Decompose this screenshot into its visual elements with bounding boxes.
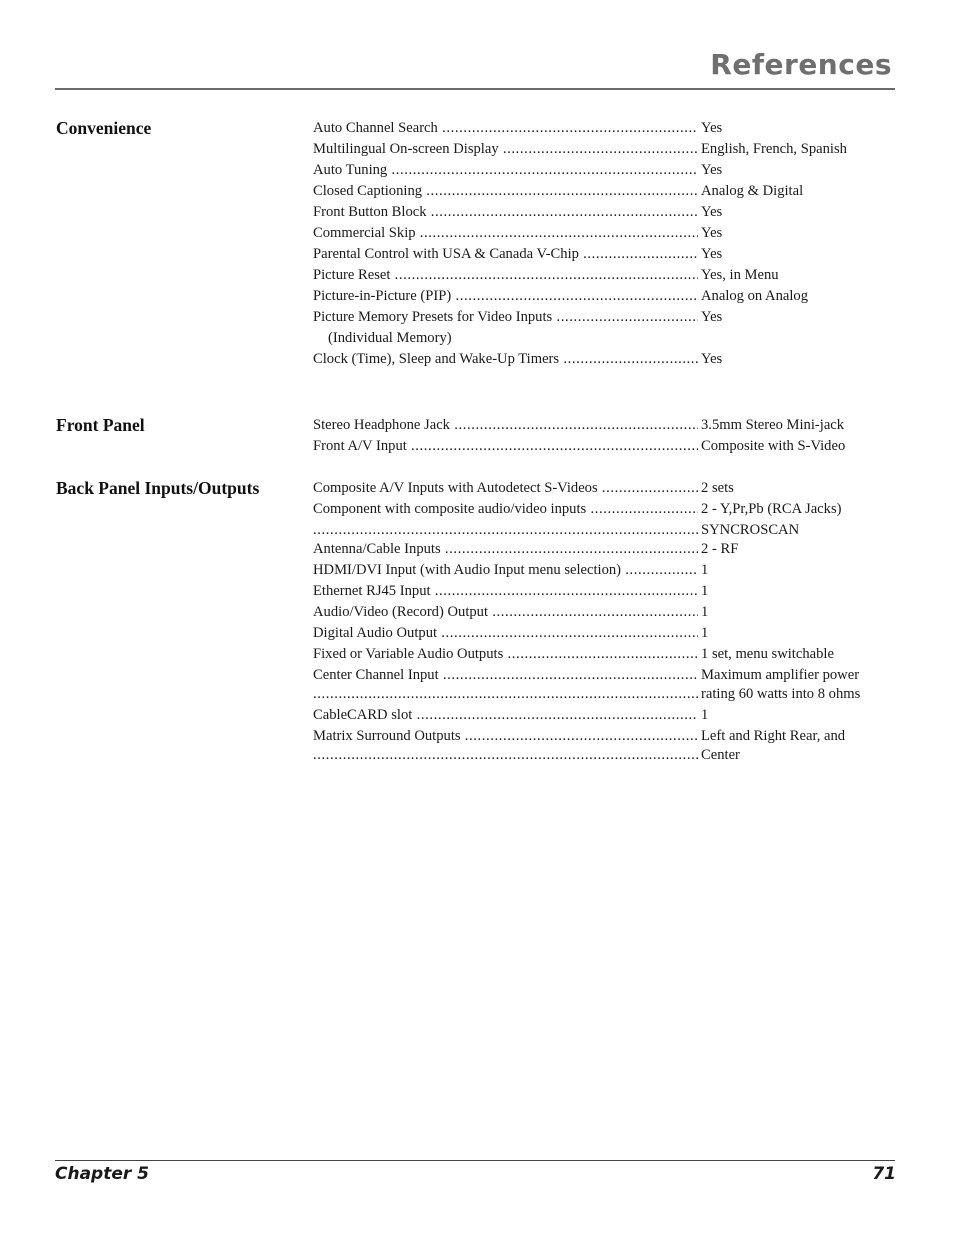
- spec-label: Closed Captioning .....: [313, 181, 698, 202]
- spec-row: [313, 705, 913, 726]
- spec-label: Ethernet RJ45 Input .....: [313, 581, 698, 602]
- spec-row: [313, 202, 913, 223]
- spec-row: [313, 415, 913, 436]
- spec-label: Stereo Headphone Jack .....: [313, 415, 698, 436]
- spec-value: 1: [701, 604, 709, 620]
- spec-label: Audio/Video (Record) Output .....: [313, 602, 698, 623]
- spec-row: [313, 118, 913, 139]
- spec-row: [313, 265, 913, 286]
- spec-value: SYNCROSCAN: [701, 522, 800, 538]
- spec-value: 2 - Y,Pr,Pb (RCA Jacks): [701, 501, 842, 517]
- spec-row: [313, 286, 913, 307]
- spec-value: English, French, Spanish: [701, 141, 847, 157]
- page-number: 71: [872, 1164, 896, 1184]
- spec-label: CableCARD slot .....: [313, 705, 698, 726]
- spec-label: Front Button Block .....: [313, 202, 698, 223]
- spec-label: Picture Reset .....: [313, 265, 698, 286]
- section-heading-front-panel: Front Panel: [56, 415, 145, 435]
- spec-value: Yes: [701, 225, 723, 241]
- page-title: References: [710, 48, 892, 81]
- spec-value: 1: [701, 562, 709, 578]
- spec-value: rating 60 watts into 8 ohms: [701, 686, 861, 702]
- spec-value: Yes: [701, 309, 723, 325]
- spec-row: [313, 560, 913, 581]
- spec-label: Digital Audio Output .....: [313, 623, 698, 644]
- footer-chapter: Chapter 5: [55, 1164, 150, 1184]
- spec-label: Antenna/Cable Inputs .....: [313, 539, 698, 560]
- spec-row: [313, 539, 913, 560]
- spec-value: Maximum amplifier power: [701, 667, 860, 683]
- spec-label: Matrix Surround Outputs .....: [313, 726, 698, 747]
- spec-row: [313, 478, 913, 499]
- spec-value: 1: [701, 583, 709, 599]
- spec-label: Composite A/V Inputs with Autodetect S-Videos .....: [313, 478, 698, 499]
- spec-value: Yes: [701, 204, 723, 220]
- spec-row: [313, 307, 913, 349]
- spec-value: 1 set, menu switchable: [701, 646, 834, 662]
- section-heading-convenience: Convenience: [56, 118, 152, 138]
- spec-value: Yes: [701, 351, 723, 367]
- spec-value: Composite with S-Video: [701, 438, 846, 454]
- spec-row: [313, 223, 913, 244]
- spec-label: Front A/V Input .....: [313, 436, 698, 457]
- spec-row: [313, 665, 913, 684]
- spec-value: Yes: [701, 120, 723, 136]
- spec-value: Center: [701, 747, 740, 763]
- spec-row: [313, 181, 913, 202]
- spec-row: [313, 139, 913, 160]
- spec-value: 2 - RF: [701, 541, 739, 557]
- spec-label: Center Channel Input .....: [313, 665, 698, 686]
- spec-row: [313, 499, 913, 520]
- spec-row: [313, 644, 913, 665]
- spec-label: Picture Memory Presets for Video Inputs .....: [313, 307, 698, 328]
- spec-label: Clock (Time), Sleep and Wake-Up Timers .....: [313, 349, 698, 370]
- spec-value: 1: [701, 625, 709, 641]
- spec-row: [313, 520, 913, 539]
- spec-row: [313, 244, 913, 265]
- spec-value: Analog on Analog: [701, 288, 809, 304]
- spec-row: [313, 160, 913, 181]
- header-rule: [55, 88, 895, 90]
- spec-label: Component with composite audio/video inputs .....: [313, 499, 698, 520]
- spec-row: [313, 602, 913, 623]
- spec-list-back-panel: [313, 478, 913, 766]
- footer-rule: [55, 1160, 895, 1161]
- section-heading-back-panel: Back Panel Inputs/Outputs: [56, 478, 260, 498]
- spec-value: Yes: [701, 246, 723, 262]
- spec-label: [313, 520, 698, 541]
- spec-list-convenience: [313, 118, 913, 370]
- spec-label: [313, 745, 698, 766]
- spec-value: 3.5mm Stereo Mini-jack: [701, 417, 845, 433]
- spec-label: Picture-in-Picture (PIP) .....: [313, 286, 698, 307]
- spec-row: [313, 684, 913, 705]
- spec-label: Multilingual On-screen Display .....: [313, 139, 698, 160]
- spec-value: Yes, in Menu: [701, 267, 779, 283]
- spec-label: Auto Channel Search .....: [313, 118, 698, 139]
- spec-value: 1: [701, 707, 709, 723]
- spec-label: Auto Tuning .....: [313, 160, 698, 181]
- spec-label: [313, 684, 698, 705]
- spec-value: Yes: [701, 162, 723, 178]
- spec-value: Analog & Digital: [701, 183, 804, 199]
- spec-label: Fixed or Variable Audio Outputs .....: [313, 644, 698, 665]
- spec-row: [313, 436, 913, 457]
- spec-list-front-panel: [313, 415, 913, 457]
- spec-label-continuation: (Individual Memory): [328, 330, 452, 346]
- spec-value: 2 sets: [701, 480, 734, 496]
- spec-label: HDMI/DVI Input (with Audio Input menu selection) .....: [313, 560, 698, 581]
- spec-row: [313, 581, 913, 602]
- spec-value: Left and Right Rear, and: [701, 728, 846, 744]
- spec-row: [313, 349, 913, 370]
- spec-row: [313, 726, 913, 745]
- spec-label: Commercial Skip .....: [313, 223, 698, 244]
- spec-row: [313, 745, 913, 766]
- spec-label: Parental Control with USA & Canada V-Chip .....: [313, 244, 698, 265]
- spec-row: [313, 623, 913, 644]
